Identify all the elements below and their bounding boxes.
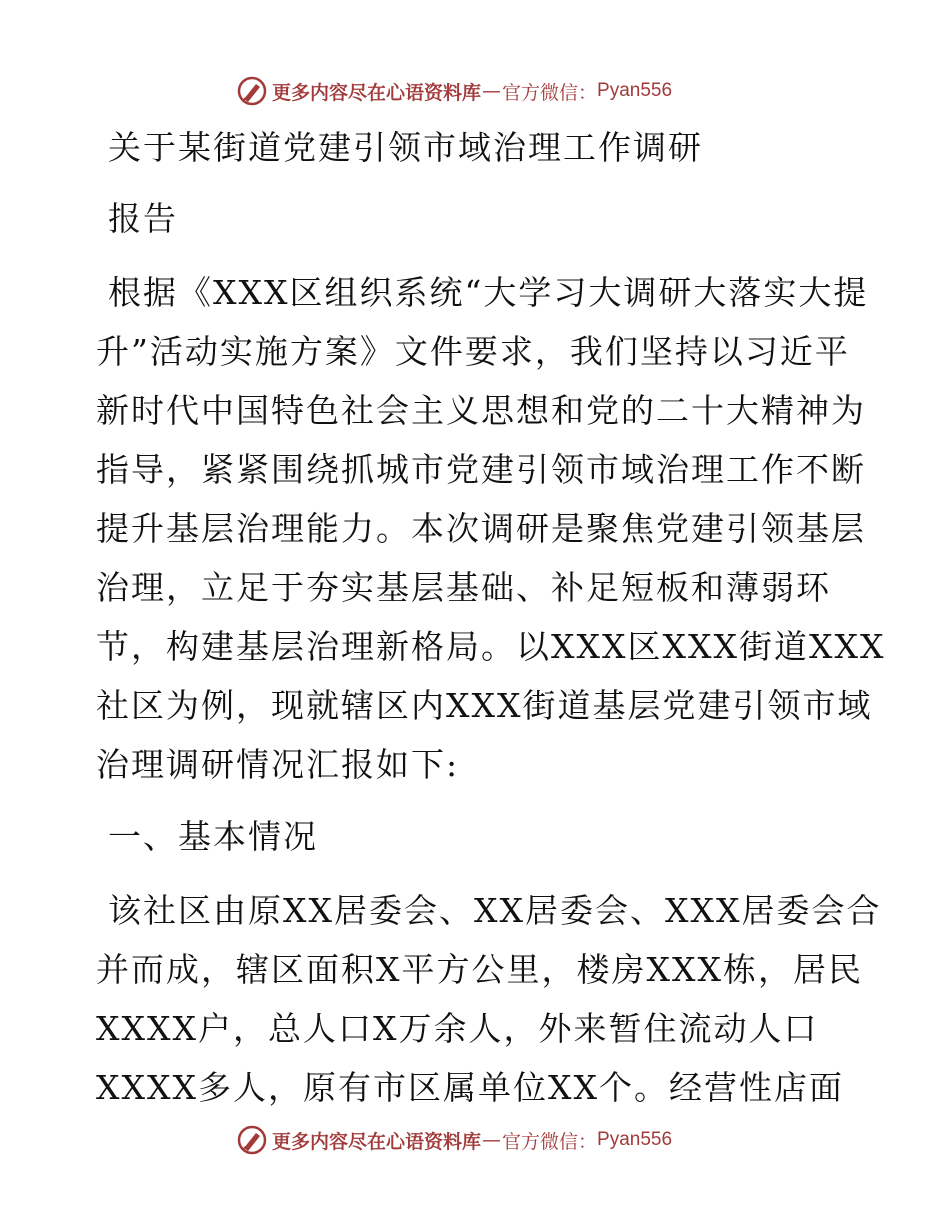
document-title-line-1: 关于某街道党建引领市域治理工作调研 — [108, 128, 703, 167]
watermark-dash: — — [482, 80, 502, 102]
watermark-wechat-id: Pyan556 — [597, 80, 673, 101]
paragraph1-line-7: 节，构建基层治理新格局。以XXX区XXX街道XXX — [96, 627, 886, 666]
watermark-wechat-label: 官方微信： — [502, 1130, 598, 1153]
watermark-main-text: 更多内容尽在心语资料库 — [272, 1130, 482, 1153]
paragraph1-line-8: 社区为例，现就辖区内XXX街道基层党建引领市域 — [96, 686, 873, 725]
paragraph2-line-4: XXXX多人，原有市区属单位XX个。经营性店面 — [96, 1068, 844, 1107]
section-heading-basic-situation: 一、基本情况 — [108, 817, 318, 856]
document-title-line-2: 报告 — [108, 199, 178, 238]
pen-logo-icon — [236, 75, 268, 107]
watermark-dash: — — [482, 1129, 502, 1151]
paragraph1-line-5: 提升基层治理能力。本次调研是聚焦党建引领基层 — [96, 509, 866, 548]
watermark-wechat-id: Pyan556 — [597, 1129, 673, 1150]
watermark-wechat-label: 官方微信： — [502, 81, 598, 104]
watermark-main-text: 更多内容尽在心语资料库 — [272, 81, 482, 104]
paragraph2-line-2: 并而成，辖区面积X平方公里，楼房XXX栋，居民 — [96, 950, 863, 989]
watermark-footer — [236, 1123, 672, 1157]
paragraph1-line-4: 指导，紧紧围绕抓城市党建引领市域治理工作不断 — [96, 450, 866, 489]
paragraph2-line-3: XXXX户，总人口X万余人，外来暂住流动人口 — [96, 1009, 819, 1048]
paragraph1-line-6: 治理，立足于夯实基层基础、补足短板和薄弱环 — [96, 568, 831, 607]
paragraph1-line-9: 治理调研情况汇报如下: — [96, 745, 460, 784]
pen-logo-icon — [236, 1124, 268, 1156]
paragraph1-line-3: 新时代中国特色社会主义思想和党的二十大精神为 — [96, 391, 866, 430]
watermark-header — [236, 74, 672, 108]
paragraph2-line-1: 该社区由原XX居委会、XX居委会、XXX居委会合 — [108, 891, 882, 930]
paragraph1-line-2: 升”活动实施方案》文件要求，我们坚持以习近平 — [96, 332, 850, 371]
paragraph1-line-1: 根据《XXX区组织系统“大学习大调研大落实大提 — [108, 273, 869, 312]
